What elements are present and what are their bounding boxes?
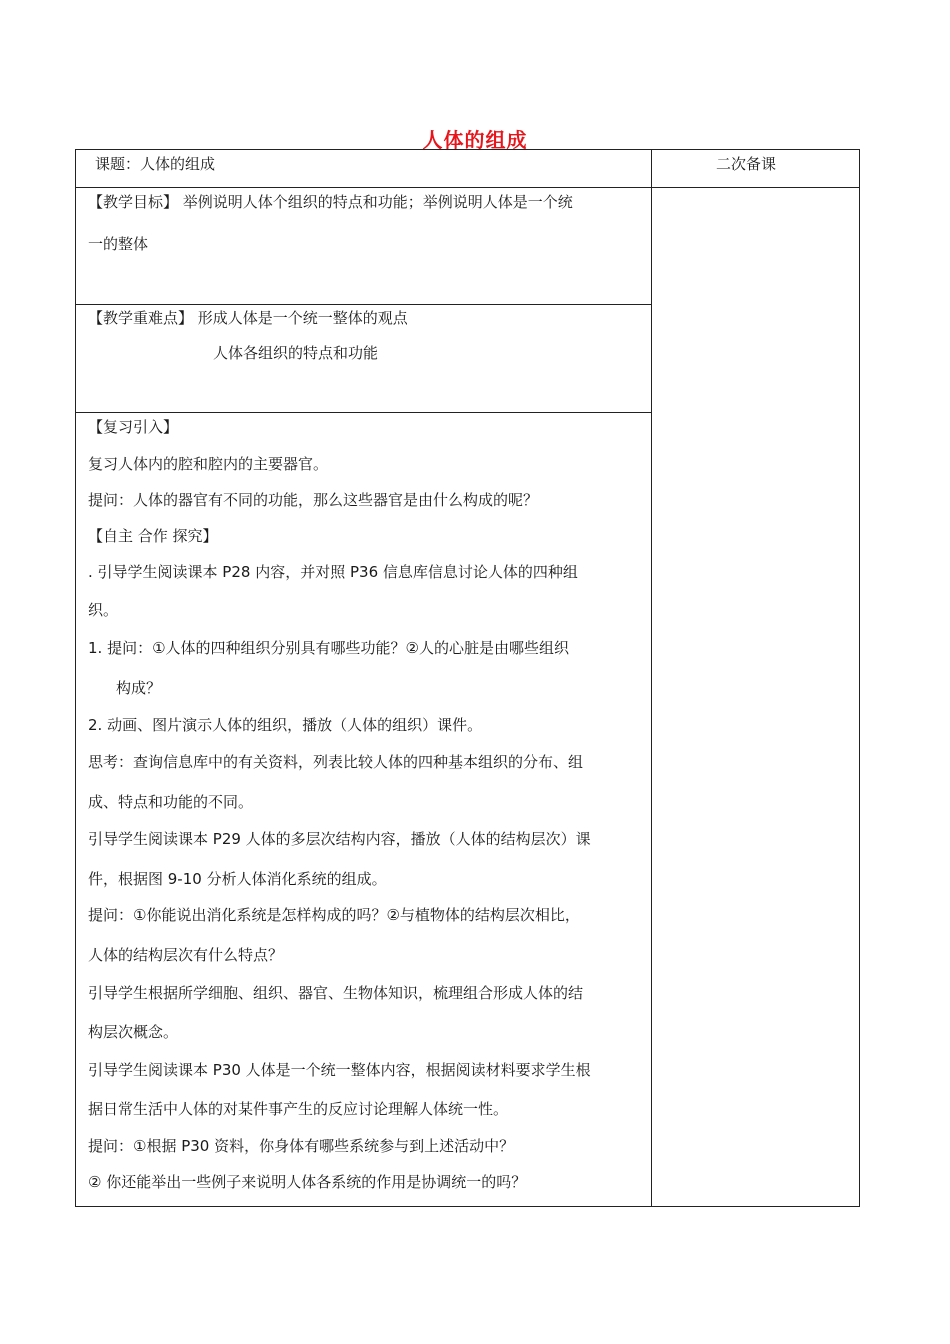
body-line: 2. 动画、图片演示人体的组织，播放（人体的组织）课件。	[88, 716, 483, 734]
body-line: 据日常生活中人体的对某件事产生的反应讨论理解人体统一性。	[88, 1100, 509, 1118]
goals-line-1: 【教学目标】 举例说明人体个组织的特点和功能；举例说明人体是一个统	[88, 193, 573, 211]
header-row-divider	[76, 187, 859, 188]
body-line: 【复习引入】	[88, 418, 179, 436]
body-line: 构成？	[116, 679, 162, 697]
body-line: 引导学生根据所学细胞、组织、器官、生物体知识，梳理组合形成人体的结	[88, 984, 584, 1002]
body-line: 提问：人体的器官有不同的功能，那么这些器官是由什么构成的呢？	[88, 491, 539, 509]
keypoints-line-1: 【教学重难点】 形成人体是一个统一整体的观点	[88, 309, 408, 327]
body-line: ② 你还能举出一些例子来说明人体各系统的作用是协调统一的吗？	[88, 1173, 527, 1191]
body-line: 件，根据图 9-10 分析人体消化系统的组成。	[88, 870, 387, 888]
body-line: 人体的结构层次有什么特点？	[88, 946, 284, 964]
lesson-plan-table	[75, 149, 860, 1207]
body-line: . 引导学生阅读课本 P28 内容，并对照 P36 信息库信息讨论人体的四种组	[88, 563, 578, 581]
goals-row-divider	[76, 304, 651, 305]
body-line: 引导学生阅读课本 P30 人体是一个统一整体内容，根据阅读材料要求学生根	[88, 1061, 591, 1079]
body-line: 1. 提问：①人体的四种组织分别具有哪些功能？②人的心脏是由哪些组织	[88, 639, 569, 657]
body-line: 复习人体内的腔和腔内的主要器官。	[88, 455, 329, 473]
body-line: 成、特点和功能的不同。	[88, 793, 254, 811]
body-line: 织。	[88, 601, 119, 619]
body-line: 提问：①你能说出消化系统是怎样构成的吗？②与植物体的结构层次相比，	[88, 906, 580, 924]
page-title: 人体的组成	[422, 128, 528, 152]
goals-line-2: 一的整体	[88, 235, 149, 253]
second-prep-header: 二次备课	[716, 155, 777, 173]
body-line: 【自主 合作 探究】	[88, 527, 218, 545]
keypoints-line-2: 人体各组织的特点和功能	[213, 344, 379, 362]
topic-cell: 课题：人体的组成	[95, 155, 216, 173]
body-line: 构层次概念。	[88, 1023, 179, 1041]
body-line: 引导学生阅读课本 P29 人体的多层次结构内容，播放（人体的结构层次）课	[88, 830, 591, 848]
body-line: 提问：①根据 P30 资料，你身体有哪些系统参与到上述活动中？	[88, 1137, 515, 1155]
body-line: 思考：查询信息库中的有关资料，列表比较人体的四种基本组织的分布、组	[88, 753, 584, 771]
column-divider	[651, 150, 652, 1206]
keypoints-row-divider	[76, 412, 651, 413]
